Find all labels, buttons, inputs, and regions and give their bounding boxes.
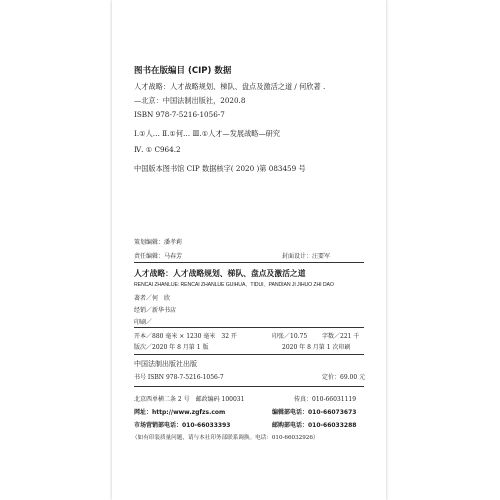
divider: [134, 262, 364, 263]
printing-line: 2020 年 8 月第 1 次印刷: [282, 344, 351, 351]
sheets-line: 印张／10.75: [272, 333, 308, 340]
book-title: 人才战略：人才战略规划、梯队、盘点及激活之道: [134, 269, 306, 278]
divider: [134, 327, 364, 328]
address-line: 北京西单横二条 2 号 邮政编码 100031: [134, 396, 245, 403]
fax-line: 传真：010-66031119: [294, 396, 357, 403]
editorial-phone: 编辑部电话：010-66073673: [272, 409, 357, 416]
cip-line-isbn: ISBN 978-7-5216-1056-7: [134, 110, 225, 119]
responsible-editor: 责任编辑：马春芳: [134, 253, 183, 260]
cover-design: 封面设计：汪要军: [282, 253, 331, 260]
format-line: 开本／880 毫米 × 1230 毫米 32 开: [134, 333, 237, 340]
quality-note: （如有印装质量问题，请与本社印务部联系调换。电话：010-66032926）: [132, 435, 319, 441]
words-line: 字数／221 千: [322, 333, 360, 340]
mail-phone: 邮购部电话：010-66033288: [272, 422, 357, 429]
divider: [134, 354, 364, 355]
cip-line-publisher: —北京：中国法制出版社，2020.8: [134, 96, 246, 105]
cip-line-title: 人才战略：人才战略规划、梯队、盘点及激活之道 / 何欣著 .: [134, 82, 326, 91]
author-line: 著者／何 欣: [134, 295, 171, 302]
isbn-line: 书号 ISBN 978-7-5216-1056-7: [134, 374, 224, 381]
printer-line: 印刷／: [134, 319, 153, 326]
website-line: 网址：http://www.zgfzs.com: [134, 409, 226, 416]
cip-line-number: Ⅳ. ① C964.2: [134, 145, 181, 154]
cip-verification: 中国版本图书馆 CIP 数据核字( 2020 )第 083459 号: [134, 164, 306, 173]
price-line: 定价：69.00 元: [322, 374, 366, 381]
cip-line-classification: Ⅰ.①人… Ⅱ.①何… Ⅲ.①人才—发展战略—研究: [134, 129, 281, 138]
publisher-name: 中国法制出版社出版: [134, 360, 197, 368]
copyright-page: [112, 0, 386, 500]
edition-line: 版次／2020 年 8 月第 1 版: [134, 344, 209, 351]
distributor-line: 经销／新华书店: [134, 307, 177, 314]
book-title-pinyin: RENCAI ZHANLUE: RENCAI ZHANLUE GUIHUA、TIDUI、PANDIAN JI JIHUO ZHI DAO: [134, 282, 334, 288]
planning-editor: 策划编辑：潘孝莉: [134, 239, 183, 246]
cip-heading: 图书在版编目 (CIP) 数据: [134, 66, 232, 76]
marketing-phone: 市场营销部电话：010-66033393: [134, 422, 231, 429]
divider: [134, 386, 364, 387]
